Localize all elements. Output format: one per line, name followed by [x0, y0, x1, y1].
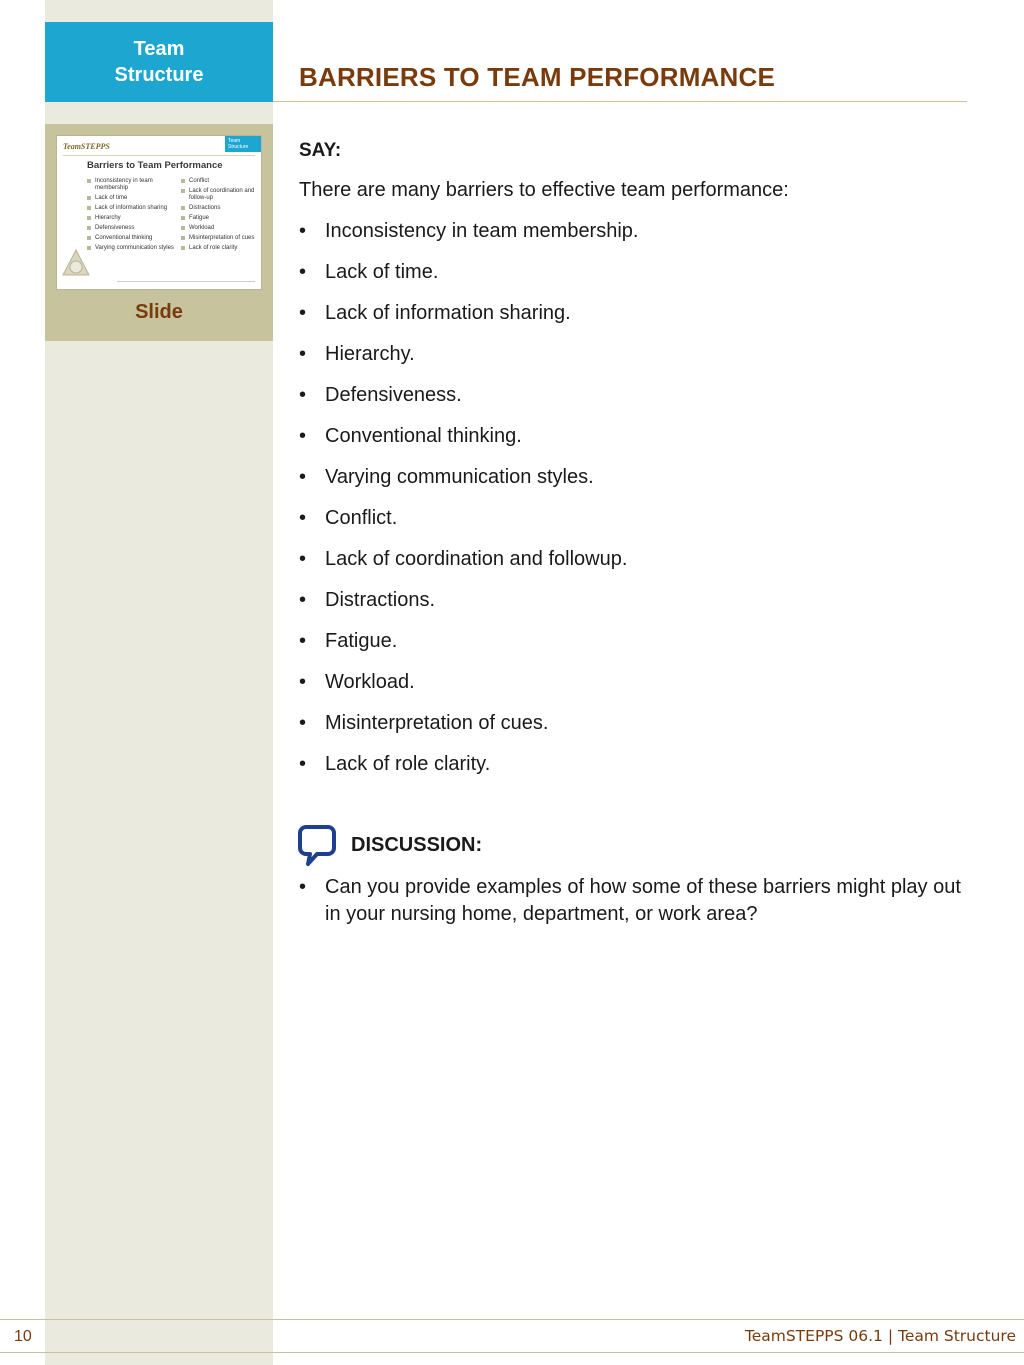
list-item: [299, 753, 979, 794]
section-tab: Team Structure: [45, 22, 273, 102]
list-item-text: Misinterpretation of cues.: [325, 712, 549, 734]
bullet: •: [299, 548, 307, 570]
bullet: •: [299, 876, 307, 898]
list-item-text: Distractions.: [325, 589, 436, 611]
bullet: •: [299, 261, 307, 283]
thumbnail-item: Hierarchy: [87, 215, 175, 222]
thumbnail-brand: TeamSTEPPS: [63, 142, 110, 151]
list-item: [299, 671, 979, 712]
list-item: [299, 220, 979, 261]
thumbnail-left-list: [87, 178, 175, 255]
discussion-question: [299, 874, 979, 928]
say-intro: There are many barriers to effective team performance:: [299, 179, 789, 201]
list-item: [299, 589, 979, 630]
bullet: •: [299, 753, 307, 775]
title-divider: [273, 101, 967, 102]
list-item-text: Defensiveness.: [325, 384, 462, 406]
thumbnail-item: Inconsistency in team membership: [87, 178, 175, 192]
thumbnail-item: Workload: [181, 225, 257, 232]
footer-rule-bottom: [0, 1352, 1024, 1353]
bullet: •: [299, 466, 307, 488]
say-heading: SAY:: [299, 140, 342, 161]
list-item-text: Conflict.: [325, 507, 398, 529]
bullet: •: [299, 220, 307, 242]
bullet: •: [299, 589, 307, 611]
list-item: [299, 712, 979, 753]
thumbnail-title: Barriers to Team Performance: [87, 160, 223, 171]
say-section: [299, 140, 979, 794]
barrier-list: [299, 220, 979, 794]
thumbnail-rule: [63, 155, 255, 156]
bullet: •: [299, 343, 307, 365]
list-item-text: Lack of information sharing.: [325, 302, 571, 324]
thumbnail-item: Conventional thinking: [87, 235, 175, 242]
thumbnail-item: Conflict: [181, 178, 257, 185]
list-item-text: Conventional thinking.: [325, 425, 522, 447]
list-item: [299, 261, 979, 302]
list-item-text: Lack of time.: [325, 261, 439, 283]
bullet: •: [299, 507, 307, 529]
thumbnail-item: Lack of coordination and follow-up: [181, 188, 257, 202]
list-item: [299, 548, 979, 589]
footer-rule-top: [0, 1319, 1024, 1320]
thumbnail-item: Lack of information sharing: [87, 205, 175, 212]
thumbnail-item: Misinterpretation of cues: [181, 235, 257, 242]
page-number: 10: [14, 1328, 32, 1345]
thumbnail-item: Defensiveness: [87, 225, 175, 232]
slide-thumbnail: [56, 135, 262, 290]
slide-label: Slide: [135, 301, 183, 323]
bullet: •: [299, 630, 307, 652]
discussion-heading: DISCUSSION:: [351, 834, 483, 856]
thumbnail-footer-rule: [117, 281, 255, 285]
list-item-text: Inconsistency in team membership.: [325, 220, 639, 242]
list-item: [299, 302, 979, 343]
discussion-question-text: Can you provide examples of how some of these barriers might play out in your nursing home, department, or work area?: [325, 876, 961, 925]
bullet: •: [299, 425, 307, 447]
list-item: [299, 425, 979, 466]
list-item-text: Fatigue.: [325, 630, 398, 652]
list-item-text: Varying communication styles.: [325, 466, 594, 488]
list-item: [299, 343, 979, 384]
list-item: [299, 384, 979, 425]
page-title: BARRIERS TO TEAM PERFORMANCE: [299, 62, 776, 92]
bullet: •: [299, 302, 307, 324]
list-item-text: Lack of role clarity.: [325, 753, 491, 775]
bullet: •: [299, 384, 307, 406]
list-item: [299, 507, 979, 548]
bullet: •: [299, 712, 307, 734]
list-item-text: Lack of coordination and followup.: [325, 548, 628, 570]
slide-thumbnail-panel: [45, 124, 273, 341]
list-item-text: Workload.: [325, 671, 415, 693]
thumbnail-item: Lack of time: [87, 195, 175, 202]
thumbnail-item: Varying communication styles: [87, 245, 175, 252]
list-item-text: Hierarchy.: [325, 343, 415, 365]
bullet: •: [299, 671, 307, 693]
thumbnail-item: Lack of role clarity: [181, 245, 257, 252]
thumbnail-item: Fatigue: [181, 215, 257, 222]
thumbnail-tab: Team Structure: [225, 136, 261, 152]
discussion-heading-row: [297, 824, 697, 868]
list-item: [299, 466, 979, 507]
thumbnail-right-list: [181, 178, 257, 255]
thumbnail-item: Distractions: [181, 205, 257, 212]
footer-text: TeamSTEPPS 06.1 | Team Structure: [744, 1327, 1016, 1345]
teamstepps-logo-icon: [61, 248, 91, 278]
list-item: [299, 630, 979, 671]
speech-bubble-icon: [297, 824, 337, 868]
